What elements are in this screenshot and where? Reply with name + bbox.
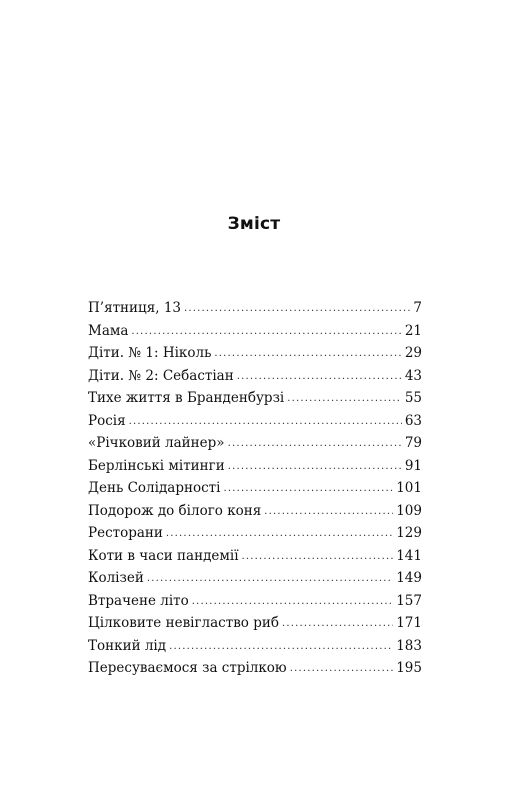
toc-entry-title: Тонкий лід (88, 637, 167, 654)
toc-entry-page: 101 (396, 480, 422, 496)
toc-entry (88, 365, 422, 388)
toc-entry-title: Коти в часи пандемії (88, 547, 239, 564)
toc-entry (88, 320, 422, 343)
toc-entry-title: Діти. № 2: Себастіан (88, 367, 234, 384)
toc-entry (88, 297, 422, 320)
toc-entry (88, 545, 422, 568)
dot-leader (147, 568, 393, 591)
toc-entry-page: 157 (396, 592, 422, 609)
table-of-contents (88, 297, 422, 680)
dot-leader (131, 321, 401, 344)
toc-entry-title: Діти. № 1: Ніколь (88, 345, 212, 361)
dot-leader (228, 456, 402, 479)
toc-entry (88, 612, 422, 635)
dot-leader (242, 546, 394, 569)
toc-entry-title: Втрачене літо (88, 592, 189, 609)
toc-entry-page: 79 (404, 435, 422, 451)
toc-entry-page: 141 (396, 547, 422, 564)
toc-entry (88, 387, 422, 410)
toc-entry-title: Тихе життя в Бранденбурзі (88, 390, 285, 406)
toc-entry (88, 410, 422, 433)
toc-entry-title: День Солідарності (88, 480, 221, 496)
toc-entry-page: 149 (396, 570, 422, 586)
dot-leader (192, 591, 393, 614)
toc-entry (88, 567, 422, 590)
toc-entry (88, 590, 422, 613)
toc-entry (88, 477, 422, 500)
toc-entry-title: Мама (88, 322, 129, 339)
toc-entry-page: 55 (404, 390, 422, 406)
toc-entry-page: 29 (404, 345, 422, 361)
dot-leader (166, 523, 393, 546)
toc-entry (88, 522, 422, 545)
dot-leader (223, 478, 393, 501)
toc-entry-title: «Річковий лайнер» (88, 435, 225, 451)
toc-entry-page: 7 (413, 300, 422, 316)
toc-entry-page: 195 (396, 660, 422, 676)
toc-entry-title: Колізей (88, 570, 144, 586)
toc-entry-page: 43 (404, 367, 422, 384)
dot-leader (282, 613, 393, 636)
dot-leader (184, 298, 410, 321)
toc-entry-page: 183 (396, 637, 422, 654)
toc-entry-title: Росія (88, 412, 126, 429)
page-title: Зміст (227, 214, 281, 234)
toc-entry-page: 21 (404, 322, 422, 339)
dot-leader (129, 411, 402, 434)
toc-entry-title: Ресторани (88, 525, 163, 541)
toc-entry-page: 129 (396, 525, 422, 541)
dot-leader (264, 501, 393, 524)
dot-leader (287, 388, 402, 411)
toc-entry (88, 657, 422, 680)
dot-leader (228, 433, 402, 456)
dot-leader (237, 366, 402, 389)
toc-entry-title: Подорож до білого коня (88, 502, 262, 519)
toc-entry-title: Цілковите невігластво риб (88, 615, 279, 631)
dot-leader (290, 658, 394, 681)
toc-entry (88, 635, 422, 658)
toc-entry (88, 342, 422, 365)
toc-entry (88, 432, 422, 455)
toc-entry-page: 109 (396, 502, 422, 519)
toc-entry-page: 63 (404, 412, 422, 429)
toc-entry-page: 171 (396, 615, 422, 631)
dot-leader (169, 636, 393, 659)
toc-entry (88, 455, 422, 478)
toc-entry-title: П’ятниця, 13 (88, 300, 182, 316)
dot-leader (214, 343, 401, 366)
toc-entry-title: Берлінські мітинги (88, 457, 225, 474)
toc-entry-page: 91 (404, 457, 422, 474)
toc-entry (88, 500, 422, 523)
toc-entry-title: Пересуваємося за стрілкою (88, 660, 287, 676)
